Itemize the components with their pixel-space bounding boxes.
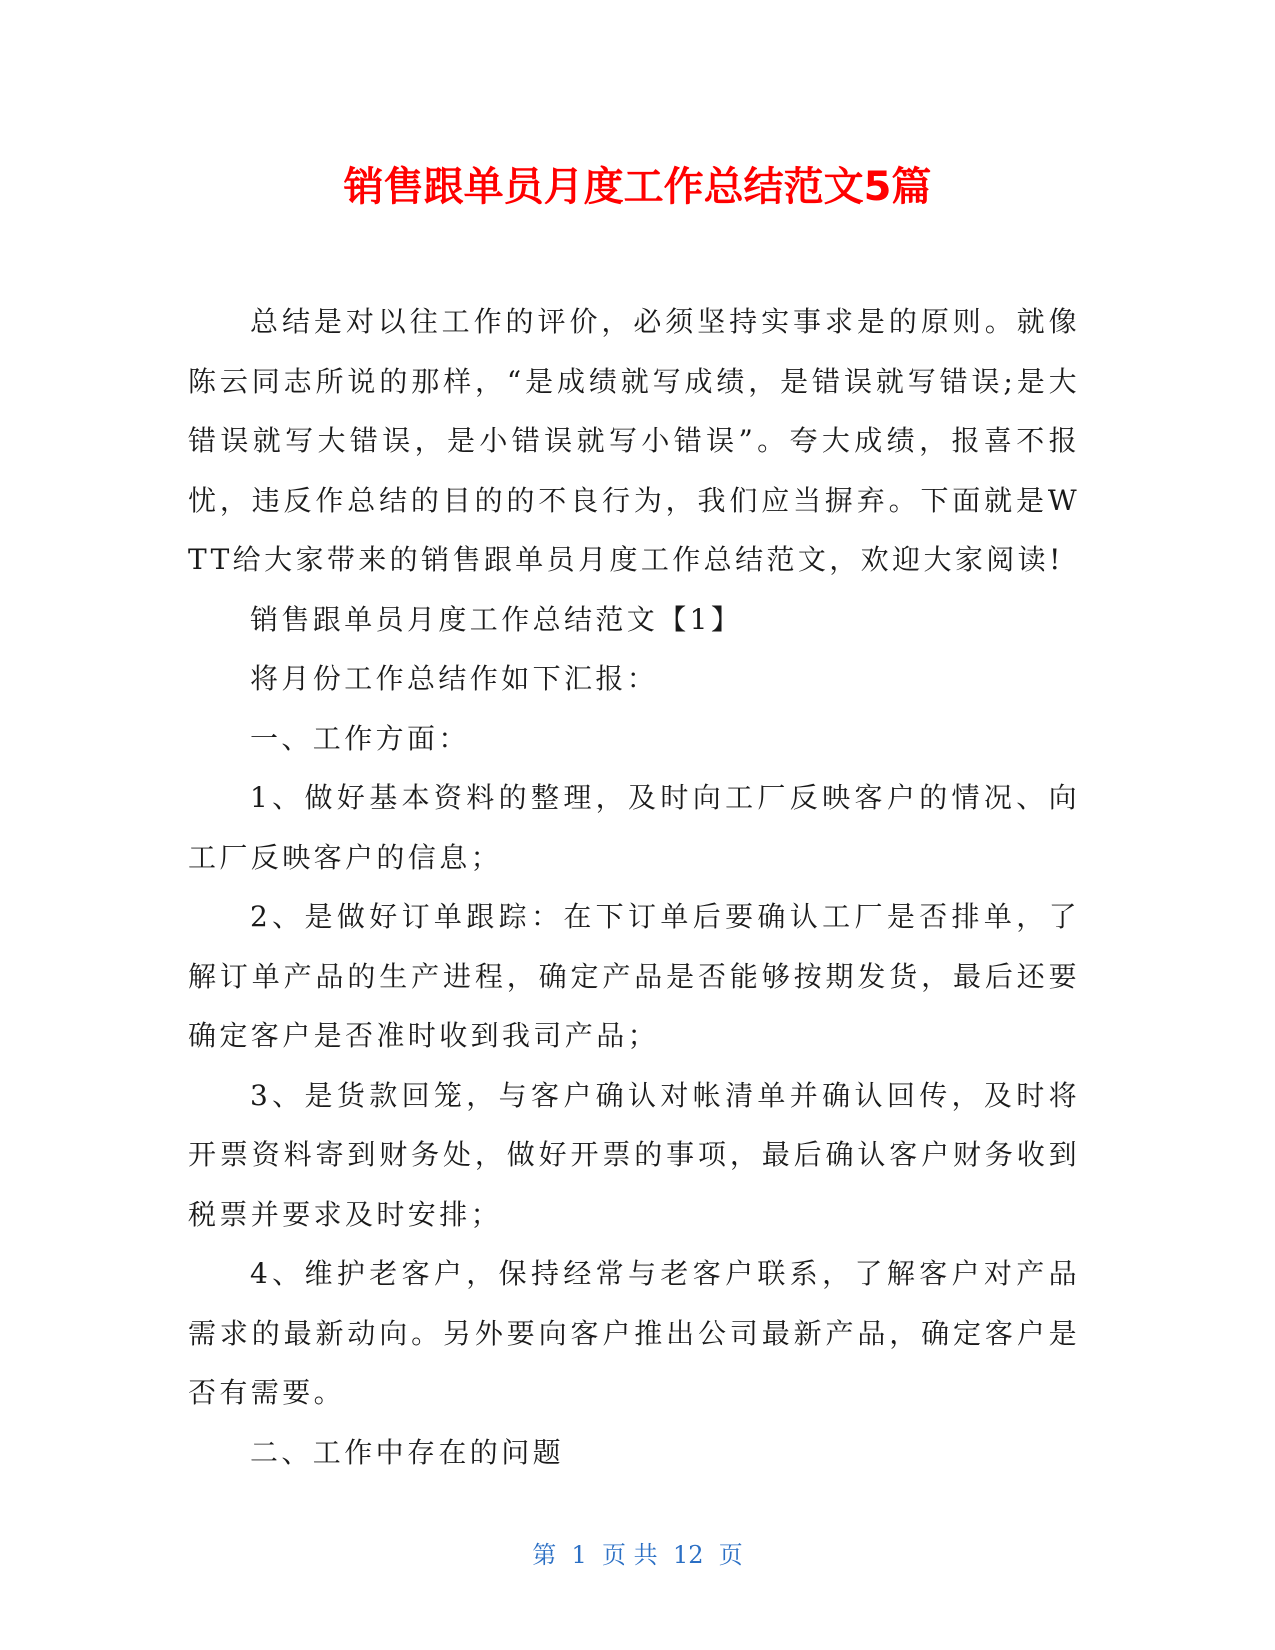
footer-total-pages: 12 xyxy=(672,1541,704,1569)
footer-page-number: 1 xyxy=(571,1541,587,1569)
document-body xyxy=(188,292,1080,1482)
footer-prefix: 第 xyxy=(532,1541,557,1569)
subsection-heading: 二、工作中存在的问题 xyxy=(250,1435,565,1469)
list-item: 2、是做好订单跟踪：在下订单后要确认工厂是否排单，了解订单产品的生产进程，确定产品是否能够按期发货，最后还要确定客户是否准时收到我司产品； xyxy=(188,900,1080,1052)
section-heading: 销售跟单员月度工作总结范文【1】 xyxy=(250,602,743,636)
list-item: 3、是货款回笼，与客户确认对帐清单并确认回传，及时将开票资料寄到财务处，做好开票的事项，最后确认客户财务收到税票并要求及时安排； xyxy=(188,1078,1080,1231)
document-title: 销售跟单员月度工作总结范文5篇 xyxy=(343,164,932,210)
footer-middle: 页 共 xyxy=(602,1541,658,1569)
list-item: 4、维护老客户，保持经常与老客户联系，了解客户对产品需求的最新动向。另外要向客户推出公司最新产品，确定客户是否有需要。 xyxy=(188,1257,1080,1409)
subsection-heading: 一、工作方面： xyxy=(250,721,470,755)
body-paragraph: 将月份工作总结作如下汇报： xyxy=(250,662,659,695)
list-item: 1、做好基本资料的整理，及时向工厂反映客户的情况、向工厂反映客户的信息； xyxy=(188,781,1080,874)
page-footer xyxy=(0,1540,1275,1570)
footer-suffix: 页 xyxy=(718,1541,743,1569)
intro-paragraph: 总结是对以往工作的评价，必须坚持实事求是的原则。就像陈云同志所说的那样，“是成绩就写成绩，是错误就写错误;是大错误就写大错误，是小错误就写小错误”。夸大成绩，报喜不报忧，违反作总结的目的的不良行为，我们应当摒弃。下面就是WTT给大家带来的销售跟单员月度工作总结范文，欢迎大家阅读! xyxy=(188,305,1080,576)
